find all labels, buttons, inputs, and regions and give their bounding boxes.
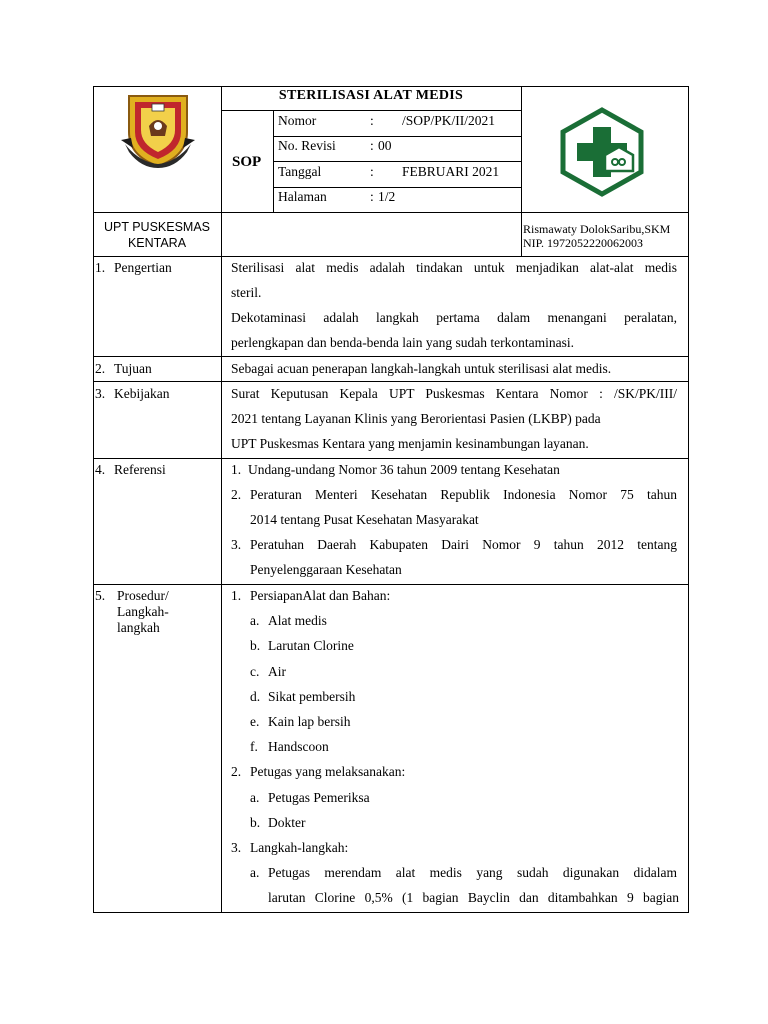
pengertian-line: perlengkapan dan benda-benda lain yang sudah terkontaminasi.	[231, 335, 575, 350]
referensi-item-number: 2.	[231, 487, 242, 502]
section-number: 5.	[95, 588, 106, 603]
section-label-pengertian: Pengertian	[114, 260, 172, 275]
puskesmas-logo	[557, 107, 647, 197]
step-number: 3.	[231, 840, 242, 855]
list-item: Larutan Clorine	[268, 638, 354, 653]
sop-label: SOP	[232, 154, 262, 170]
kebijakan-line: Surat Keputusan Kepala UPT Puskesmas Kentara Nomor : /SK/PK/III/	[231, 386, 677, 401]
field-nomor-label: Nomor	[278, 113, 317, 128]
list-item-key: a.	[250, 790, 260, 805]
field-tanggal-label: Tanggal	[278, 164, 322, 179]
referensi-item-text-cont: 2014 tentang Pusat Kesehatan Masyarakat	[250, 512, 479, 527]
section-number: 4.	[95, 462, 106, 477]
referensi-item-number: 1.	[231, 462, 242, 477]
referensi-item-text: Undang-undang Nomor 36 tahun 2009 tentang Kesehatan	[248, 462, 560, 477]
list-item: Handscoon	[268, 739, 329, 754]
step-title: PersiapanAlat dan Bahan:	[250, 588, 391, 603]
org-name-line1: UPT PUSKESMAS	[103, 220, 211, 234]
field-nomor-sep: :	[370, 113, 374, 128]
section-label-prosedur: langkah	[117, 620, 160, 635]
list-item-key: a.	[250, 613, 260, 628]
pengertian-line: steril.	[231, 285, 262, 300]
list-item: Dokter	[268, 815, 306, 830]
document-title: STERILISASI ALAT MEDIS	[278, 88, 464, 103]
signer-name: Rismawaty DolokSaribu,SKM	[523, 222, 671, 236]
section-label-kebijakan: Kebijakan	[114, 386, 170, 401]
referensi-item-text: Peratuhan Daerah Kabupaten Dairi Nomor 9 tahun 2012 tentang	[250, 537, 677, 552]
list-item-key: c.	[250, 664, 260, 679]
kebijakan-line: 2021 tentang Layanan Klinis yang Berorientasi Pasien (LKBP) pada	[231, 411, 601, 426]
section-number: 2.	[95, 361, 106, 376]
list-item-key: b.	[250, 815, 261, 830]
regency-crest-logo	[119, 92, 197, 170]
referensi-item-text: Peraturan Menteri Kesehatan Republik Indonesia Nomor 75 tahun	[250, 487, 677, 502]
section-label-prosedur: Langkah-	[117, 604, 169, 619]
field-tanggal-sep: :	[370, 164, 374, 179]
section-label-prosedur: Prosedur/	[117, 588, 169, 603]
section-label-referensi: Referensi	[114, 462, 166, 477]
list-item: Alat medis	[268, 613, 327, 628]
section-label-tujuan: Tujuan	[114, 361, 152, 376]
signer-nip: NIP. 197205222006200З	[523, 236, 644, 250]
list-item-key: d.	[250, 689, 261, 704]
org-name-line2: KENTARA	[127, 236, 187, 250]
step-title: Petugas yang melaksanakan:	[250, 764, 406, 779]
field-revisi-value: 00	[378, 138, 392, 153]
list-item-key: b.	[250, 638, 261, 653]
kebijakan-line: UPT Puskesmas Kentara yang menjamin kesinambungan layanan.	[231, 436, 589, 451]
list-item: Sikat pembersih	[268, 689, 356, 704]
list-item-key: a.	[250, 865, 260, 880]
referensi-item-number: 3.	[231, 537, 242, 552]
field-revisi-sep: :	[370, 138, 374, 153]
section-number: 1.	[95, 260, 106, 275]
list-item-key: f.	[250, 739, 258, 754]
list-item: Air	[268, 664, 286, 679]
field-nomor-value: /SOP/PK/II/2021	[402, 113, 496, 128]
list-item-key: e.	[250, 714, 260, 729]
tujuan-line: Sebagai acuan penerapan langkah-langkah untuk sterilisasi alat medis.	[231, 361, 612, 376]
referensi-item-text-cont: Penyelenggaraan Kesehatan	[250, 562, 402, 577]
field-tanggal-value: FEBRUARI 2021	[402, 164, 500, 179]
list-item-cont: larutan Clorine 0,5% (1 bagian Bayclin dan ditambahkan 9 bagian	[268, 890, 679, 905]
list-item: Petugas Pemeriksa	[268, 790, 370, 805]
field-halaman-value: 1/2	[378, 189, 396, 204]
field-halaman-label: Halaman	[278, 189, 327, 204]
pengertian-line: Sterilisasi alat medis adalah tindakan untuk menjadikan alat-alat medis	[231, 260, 677, 275]
field-halaman-sep: :	[370, 189, 374, 204]
field-revisi-label: No. Revisi	[278, 138, 336, 153]
list-item: Petugas merendam alat medis yang sudah digunakan didalam	[268, 865, 677, 880]
pengertian-line: Dekotaminasi adalah langkah pertama dalam menangani peralatan,	[231, 310, 677, 325]
step-number: 2.	[231, 764, 242, 779]
step-number: 1.	[231, 588, 242, 603]
section-number: 3.	[95, 386, 106, 401]
list-item: Kain lap bersih	[268, 714, 351, 729]
step-title: Langkah-langkah:	[250, 840, 349, 855]
